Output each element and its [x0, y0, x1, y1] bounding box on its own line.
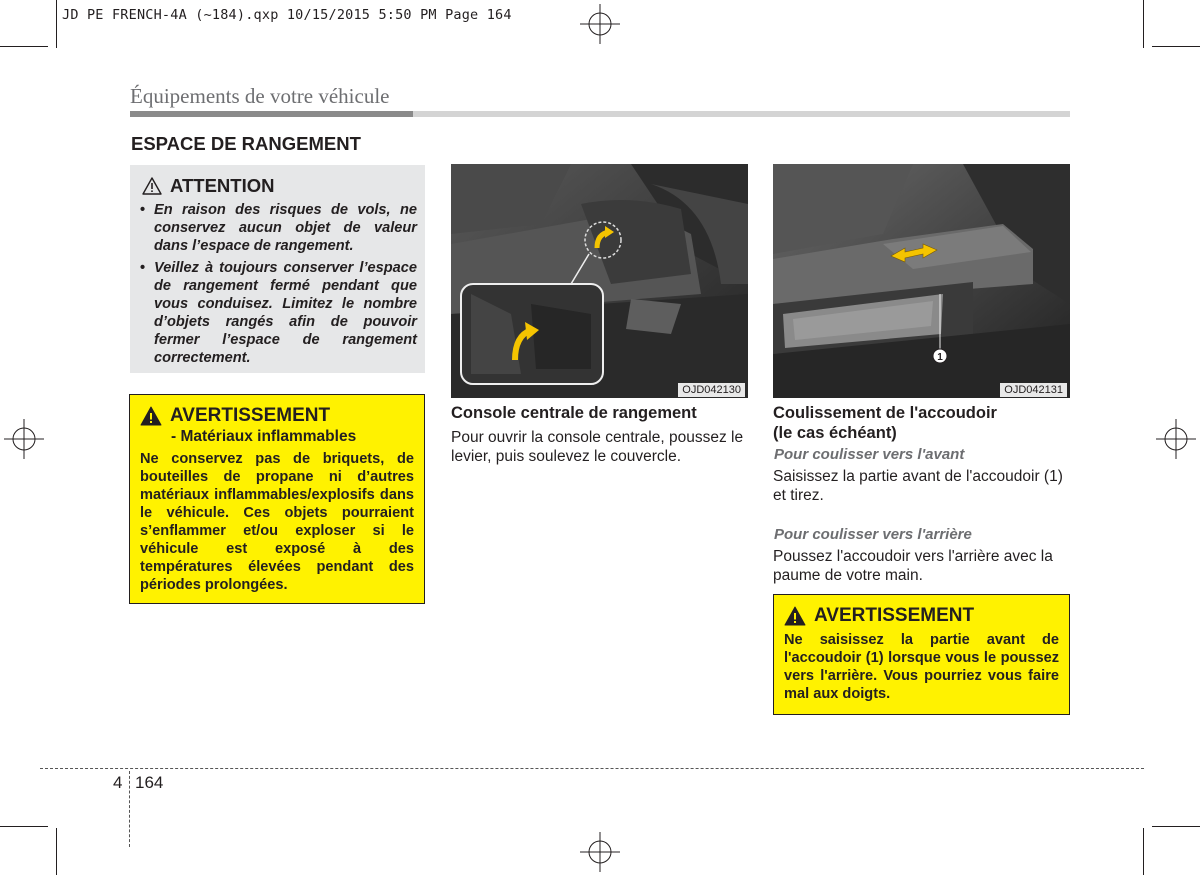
warning-body: Ne saisissez la partie avant de l'accoudoir (1) lorsque vous le poussez vers l'arrière. Vous pourriez vous faire mal aux doigts. [784, 632, 1059, 702]
footer-divider [129, 771, 130, 847]
registration-mark-right [1156, 419, 1196, 459]
figure-2-caption-title [773, 403, 997, 443]
slide-forward-subheading: Pour coulisser vers l'avant [774, 446, 965, 463]
figure-code: OJD042131 [1000, 383, 1067, 397]
footer-rule [40, 768, 1144, 769]
slide-backward-body: Poussez l'accoudoir vers l'arrière avec la paume de votre main. [773, 548, 1053, 584]
printer-slug: JD PE FRENCH-4A (~184).qxp 10/15/2015 5:50 PM Page 164 [62, 7, 512, 23]
slide-backward-subheading: Pour coulisser vers l'arrière [774, 526, 972, 543]
warning-title: AVERTISSEMENT [170, 405, 331, 426]
warning-heading [784, 605, 1059, 627]
console-photo [451, 164, 748, 398]
slide-forward-body: Saisissez la partie avant de l'accoudoir (1) et tirez. [773, 468, 1063, 504]
attention-title: ATTENTION [170, 175, 275, 196]
armrest-illustration [773, 164, 1070, 398]
section-title: ESPACE DE RANGEMENT [131, 133, 361, 154]
warning-triangle-filled-icon [140, 406, 162, 426]
warning-title: AVERTISSEMENT [814, 605, 975, 626]
attention-item: • Veillez à toujours conserver l’espace de rangement fermé pendant que vous conduisez. Limitez le nombre d’objets rangés afin de pouvoir fermer l’espace de rangement correctement. [140, 259, 417, 367]
warning-subtitle: - Matériaux inflammables [171, 428, 357, 445]
registration-mark-bottom [580, 832, 620, 872]
warning-body: Ne conservez pas de briquets, de bouteilles de propane ni d’autres matériaux inflammables/explosifs dans le véhicule. Ces objets pourraient s’enflammer et/ou exploser si le véhicule est exposé à des températures élevées pendant des périodes prolongées. [140, 451, 414, 593]
armrest-photo [773, 164, 1070, 398]
figure-code: OJD042130 [678, 383, 745, 397]
warning-box-flammable [129, 394, 425, 604]
header-rule-accent [130, 111, 413, 117]
page-number: 164 [135, 773, 164, 792]
attention-list [140, 201, 417, 367]
attention-heading [142, 175, 417, 197]
warning-heading [140, 405, 414, 427]
warning-box-armrest [773, 594, 1070, 715]
section-header: Équipements de votre véhicule [130, 84, 390, 108]
figure-1-caption-body: Pour ouvrir la console centrale, poussez le levier, puis soulevez le couvercle. [451, 429, 744, 465]
attention-item: • En raison des risques de vols, ne conservez aucun objet de valeur dans l’espace de rangement. [140, 201, 417, 255]
callout-number: 1 [937, 352, 943, 363]
attention-box [130, 165, 425, 373]
console-illustration [451, 164, 748, 398]
figure-2-caption-title-line1: Coulissement de l'accoudoir [773, 404, 997, 422]
figure-1-caption-title: Console centrale de rangement [451, 404, 697, 422]
figure-2-caption-title-line2: (le cas échéant) [773, 424, 897, 442]
registration-mark-left [4, 419, 44, 459]
chapter-number: 4 [113, 773, 123, 792]
registration-mark-top [580, 4, 620, 44]
warning-triangle-filled-icon [784, 606, 806, 626]
warning-triangle-outline-icon [142, 177, 162, 195]
